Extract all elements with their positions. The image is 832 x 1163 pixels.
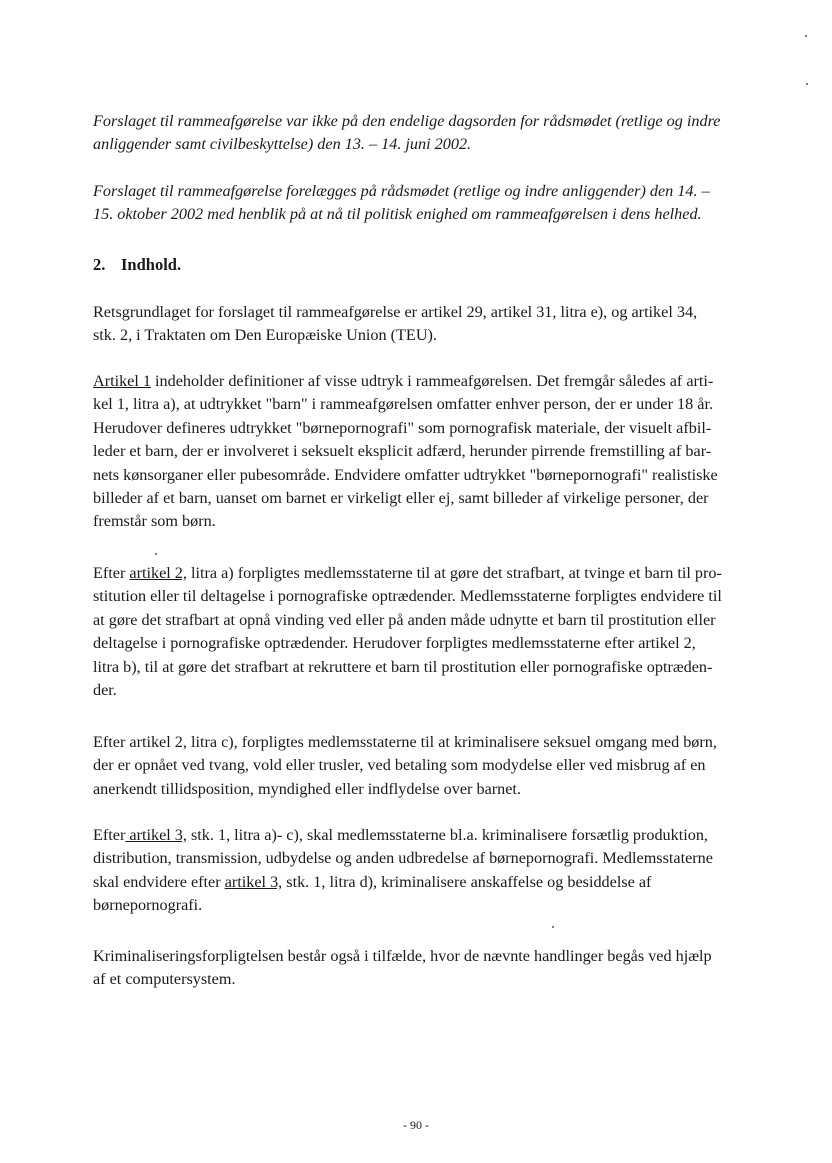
text-line: fremstår som børn. — [93, 512, 216, 531]
text-line: Retsgrundlaget for forslaget til rammeafgørelse er artikel 29, artikel 31, litra e), og artikel 34, — [93, 303, 698, 321]
scan-speck — [552, 926, 554, 928]
text-segment: skal endvidere efter — [93, 872, 225, 891]
intro-paragraph-1 — [93, 110, 757, 157]
text-line — [93, 824, 757, 847]
text-line: stitution eller til deltagelse i pornografiske optrædender. Medlemsstaterne forpligtes endvidere til — [93, 587, 722, 606]
text-line: leder et barn, der er involveret i seksuelt eksplicit adfærd, herunder pirrende fremstilling af bar- — [93, 442, 712, 461]
text-line: anerkendt tillidsposition, myndighed eller indflydelse over barnet. — [93, 779, 521, 798]
text-line: at gøre det strafbart at opnå vinding ved eller på anden måde udnytte et barn til prostitution eller — [93, 610, 716, 629]
text-line: af et computersystem. — [93, 970, 236, 989]
text-line: 15. oktober 2002 med henblik på at nå til politisk enighed om rammeafgørelsen i dens helhed. — [93, 205, 702, 224]
text-line: børnepornografi. — [93, 896, 203, 915]
scan-speck — [155, 553, 157, 555]
text-line: billeder af et barn, uanset om barnet er virkeligt eller ej, samt billeder af virkelige personer, der — [93, 489, 709, 508]
text-segment: Efter — [93, 826, 126, 844]
article-3-paragraph — [93, 824, 757, 918]
article-1-paragraph — [93, 370, 757, 534]
text-line: stk. 2, i Traktaten om Den Europæiske Union (TEU). — [93, 326, 437, 345]
text-segment: Efter — [93, 564, 130, 582]
text-segment: stk. 1, litra d), kriminalisere anskaffelse og besiddelse af — [282, 872, 652, 891]
text-line: distribution, transmission, udbydelse og anden udbredelse af børnepornografi. Medlemsstaterne — [93, 849, 713, 868]
page-number: - 90 - — [403, 1118, 429, 1132]
text-line: nets kønsorganer eller pubesområde. Endvidere omfatter udtrykket "børnepornografi" realistiske — [93, 465, 718, 484]
text-line: kel 1, litra a), at udtrykket "barn" i rammeafgørelsen omfatter enhver person, der er under 18 år. — [93, 395, 714, 414]
section-title: Indhold. — [121, 255, 182, 274]
text-line — [93, 370, 757, 393]
text-line: Forslaget til rammeafgørelse var ikke på den endelige dagsorden for rådsmødet (retlige og indre — [93, 112, 721, 130]
article-2c-paragraph — [93, 731, 757, 801]
text-line — [93, 562, 757, 585]
text-segment: stk. 1, litra a)- c), skal medlemsstaterne bl.a. kriminalisere forsætlig produktion, — [186, 826, 708, 844]
section-heading — [93, 255, 181, 275]
text-line: deltagelse i pornografiske optrædender. Herudover forpligtes medlemsstaterne efter artikel 2, — [93, 634, 696, 653]
article-2-paragraph — [93, 562, 757, 702]
scan-speck — [806, 83, 808, 85]
text-line: litra b), til at gøre det strafbart at rekruttere et barn til prostitution eller pornografiske optræden- — [93, 657, 713, 676]
text-line: Forslaget til rammeafgørelse forelægges på rådsmødet (retlige og indre anliggender) den 14. – — [93, 182, 710, 200]
article-3-reference: artikel 3, — [125, 826, 187, 844]
text-line — [93, 871, 757, 894]
section-number: 2. — [93, 255, 106, 274]
text-line: der. — [93, 681, 117, 700]
text-line: anliggender samt civilbeskyttelse) den 13. – 14. juni 2002. — [93, 135, 472, 154]
article-2-reference: artikel 2, — [129, 564, 187, 582]
text-line: der er opnået ved tvang, vold eller trusler, ved betaling som modydelse eller ved misbrug af en — [93, 756, 706, 775]
text-segment: indeholder definitioner af visse udtryk i rammeafgørelsen. Det fremgår således af arti- — [151, 372, 714, 390]
text-line: Kriminaliseringsforpligtelsen består også i tilfælde, hvor de nævnte handlinger begås ved hjælp — [93, 947, 712, 965]
article-1-reference: Artikel 1 — [93, 372, 151, 390]
scan-speck — [805, 35, 807, 37]
intro-paragraph-2 — [93, 180, 757, 227]
text-line: Herudover defineres udtrykket "børnepornografi" som pornografisk materiale, der visuelt afbil- — [93, 418, 712, 437]
text-segment: litra a) forpligtes medlemsstaterne til at gøre det strafbart, at tvinge et barn til pro- — [186, 564, 722, 582]
computer-system-paragraph — [93, 945, 757, 992]
text-line: Efter artikel 2, litra c), forpligtes medlemsstaterne til at kriminalisere seksuel omgang med børn, — [93, 733, 717, 751]
legal-basis-paragraph — [93, 301, 757, 348]
article-3-reference: artikel 3, — [224, 872, 283, 891]
